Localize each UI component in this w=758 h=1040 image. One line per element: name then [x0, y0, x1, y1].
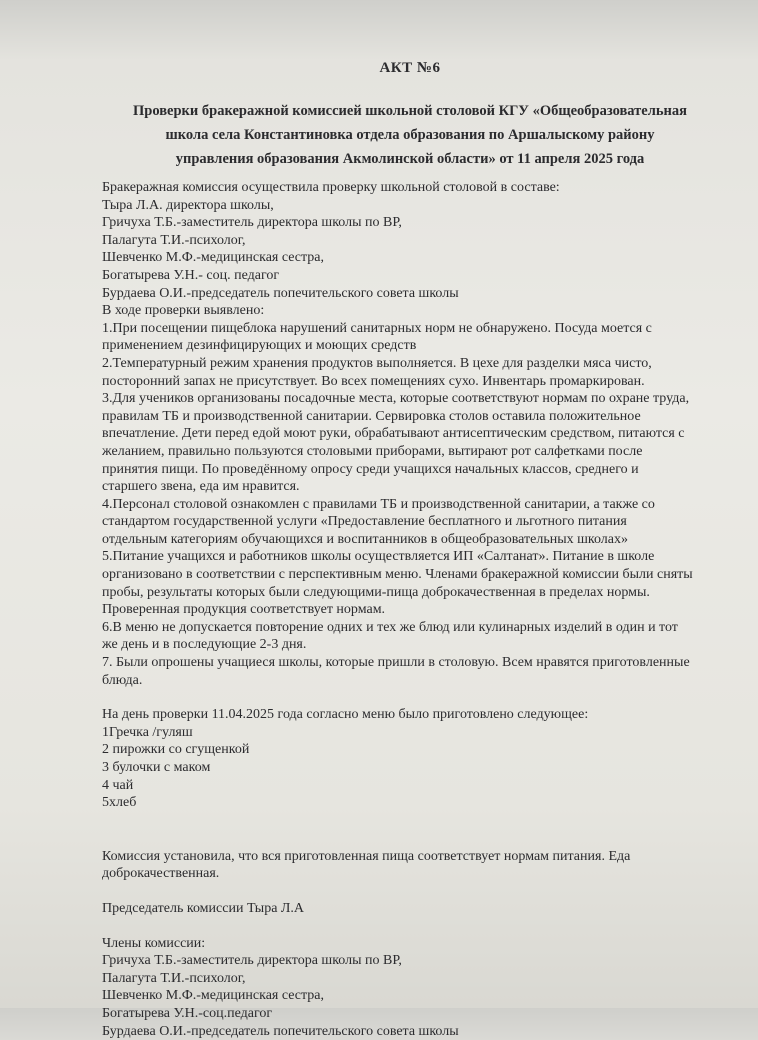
spacer	[102, 812, 718, 848]
act-body	[102, 179, 718, 1040]
finding-line: правилам ТБ и производственной санитарии. Сервировка столов оставила положительное	[102, 408, 641, 424]
finding-line: отдельным категориям обучающихся и воспитанников в общеобразовательных школах»	[102, 531, 629, 547]
member-line: Богатырева У.Н.-соц.педагог	[102, 1005, 273, 1021]
finding-line: посторонний запах не присутствует. Во всех помещениях сухо. Инвентарь промаркирован.	[102, 373, 645, 389]
menu-section	[102, 706, 718, 812]
spacer	[102, 883, 718, 900]
menu-item: 3 булочки с маком	[102, 760, 211, 775]
heading-line: Проверки бракеражной комиссией школьной столовой КГУ «Общеобразовательная	[133, 103, 687, 119]
menu-item: 1Гречка /гуляш	[102, 724, 193, 740]
composition-line: Богатырева У.Н.- соц. педагог	[102, 267, 280, 283]
menu-item: 2 пирожки со сгущенкой	[102, 742, 250, 758]
finding-line: 2.Температурный режим хранения продуктов выполняется. В цехе для разделки мяса чисто,	[102, 355, 652, 371]
finding-line: 1.При посещении пищеблока нарушений санитарных норм не обнаружено. Посуда моется с	[102, 320, 652, 336]
finding-line: применением дезинфицирующих и моющих средств	[102, 338, 417, 354]
member-line: Гричуха Т.Б.-заместитель директора школы по ВР,	[102, 953, 402, 969]
composition-line: Бракеражная комиссия осуществила проверку школьной столовой в составе:	[102, 180, 560, 195]
menu-item: 4 чай	[102, 777, 134, 793]
conclusion	[102, 848, 718, 883]
finding-line: блюда.	[102, 672, 143, 688]
member-line: Палагута Т.И.-психолог,	[102, 970, 246, 986]
member-line: Бурдаева О.И.-председатель попечительского совета школы	[102, 1023, 459, 1039]
act-heading	[102, 99, 718, 171]
spacer	[102, 918, 718, 935]
spacer	[102, 689, 718, 706]
finding-line: 5.Питание учащихся и работников школы осуществляется ИП «Салтанат». Питание в школе	[102, 549, 655, 565]
member-line: Шевченко М.Ф.-медицинская сестра,	[102, 988, 325, 1004]
finding-line: 7. Были опрошены учащиеся школы, которые пришли в столовую. Всем нравятся приготовленные	[102, 655, 690, 671]
finding-line: стандартом государственной услуги «Предоставление бесплатного и льготного питания	[102, 514, 627, 530]
finding-line: Проверенная продукция соответствует нормам.	[102, 602, 386, 618]
composition-line: Тыра Л.А. директора школы,	[102, 197, 274, 213]
members-title: Члены комиссии:	[102, 935, 206, 951]
act-title: АКТ №6	[379, 60, 441, 76]
members-section	[102, 935, 718, 1040]
finding-line: старшего звена, еда им нравится.	[102, 479, 300, 495]
menu-item: 5хлеб	[102, 795, 137, 811]
composition-line: Бурдаева О.И.-председатель попечительского совета школы	[102, 285, 459, 301]
finding-line: 4.Персонал столовой ознакомлен с правилами ТБ и производственной санитарии, а также со	[102, 496, 655, 512]
heading-line: управления образования Акмолинской области» от 11 апреля 2025 года	[175, 151, 645, 167]
heading-line: школа села Константиновка отдела образования по Аршалыскому району	[165, 127, 655, 143]
inspection-findings	[102, 320, 718, 689]
finding-line: организовано в соответствии с перспективным меню. Членами бракеражной комиссии были сняты	[102, 567, 693, 583]
conclusion-line: Комиссия установила, что вся приготовленная пища соответствует нормам питания. Еда	[102, 848, 631, 864]
composition-line: В ходе проверки выявлено:	[102, 303, 265, 319]
finding-line: желанием, правильно пользуются столовыми приборами, вытирают рот салфетками после	[102, 443, 643, 459]
chairman-signature: Председатель комиссии Тыра Л.А	[102, 900, 305, 916]
finding-line: 3.Для учеников организованы посадочные места, которые соответствуют нормам по охране труда,	[102, 391, 690, 407]
menu-intro: На день проверки 11.04.2025 года согласно меню было приготовлено следующее:	[102, 707, 589, 723]
finding-line: же день и в последующие 2-3 дня.	[102, 637, 307, 653]
finding-line: 6.В меню не допускается повторение одних и тех же блюд или кулинарных изделий в один и тот	[102, 619, 678, 635]
conclusion-line: доброкачественная.	[102, 866, 220, 882]
finding-line: пробы, результаты которых были следующими-пища доброкачественная в пределах нормы.	[102, 584, 650, 600]
finding-line: принятия пищи. По проведённому опросу среди учащихся начальных классов, среднего и	[102, 461, 639, 477]
composition-line: Шевченко М.Ф.-медицинская сестра,	[102, 250, 325, 266]
commission-composition	[102, 179, 718, 320]
composition-line: Палагута Т.И.-психолог,	[102, 232, 246, 248]
composition-line: Гричуха Т.Б.-заместитель директора школы по ВР,	[102, 215, 402, 231]
finding-line: впечатление. Дети перед едой моют руки, обрабатывают антисептическим средством, питаются с	[102, 426, 685, 442]
